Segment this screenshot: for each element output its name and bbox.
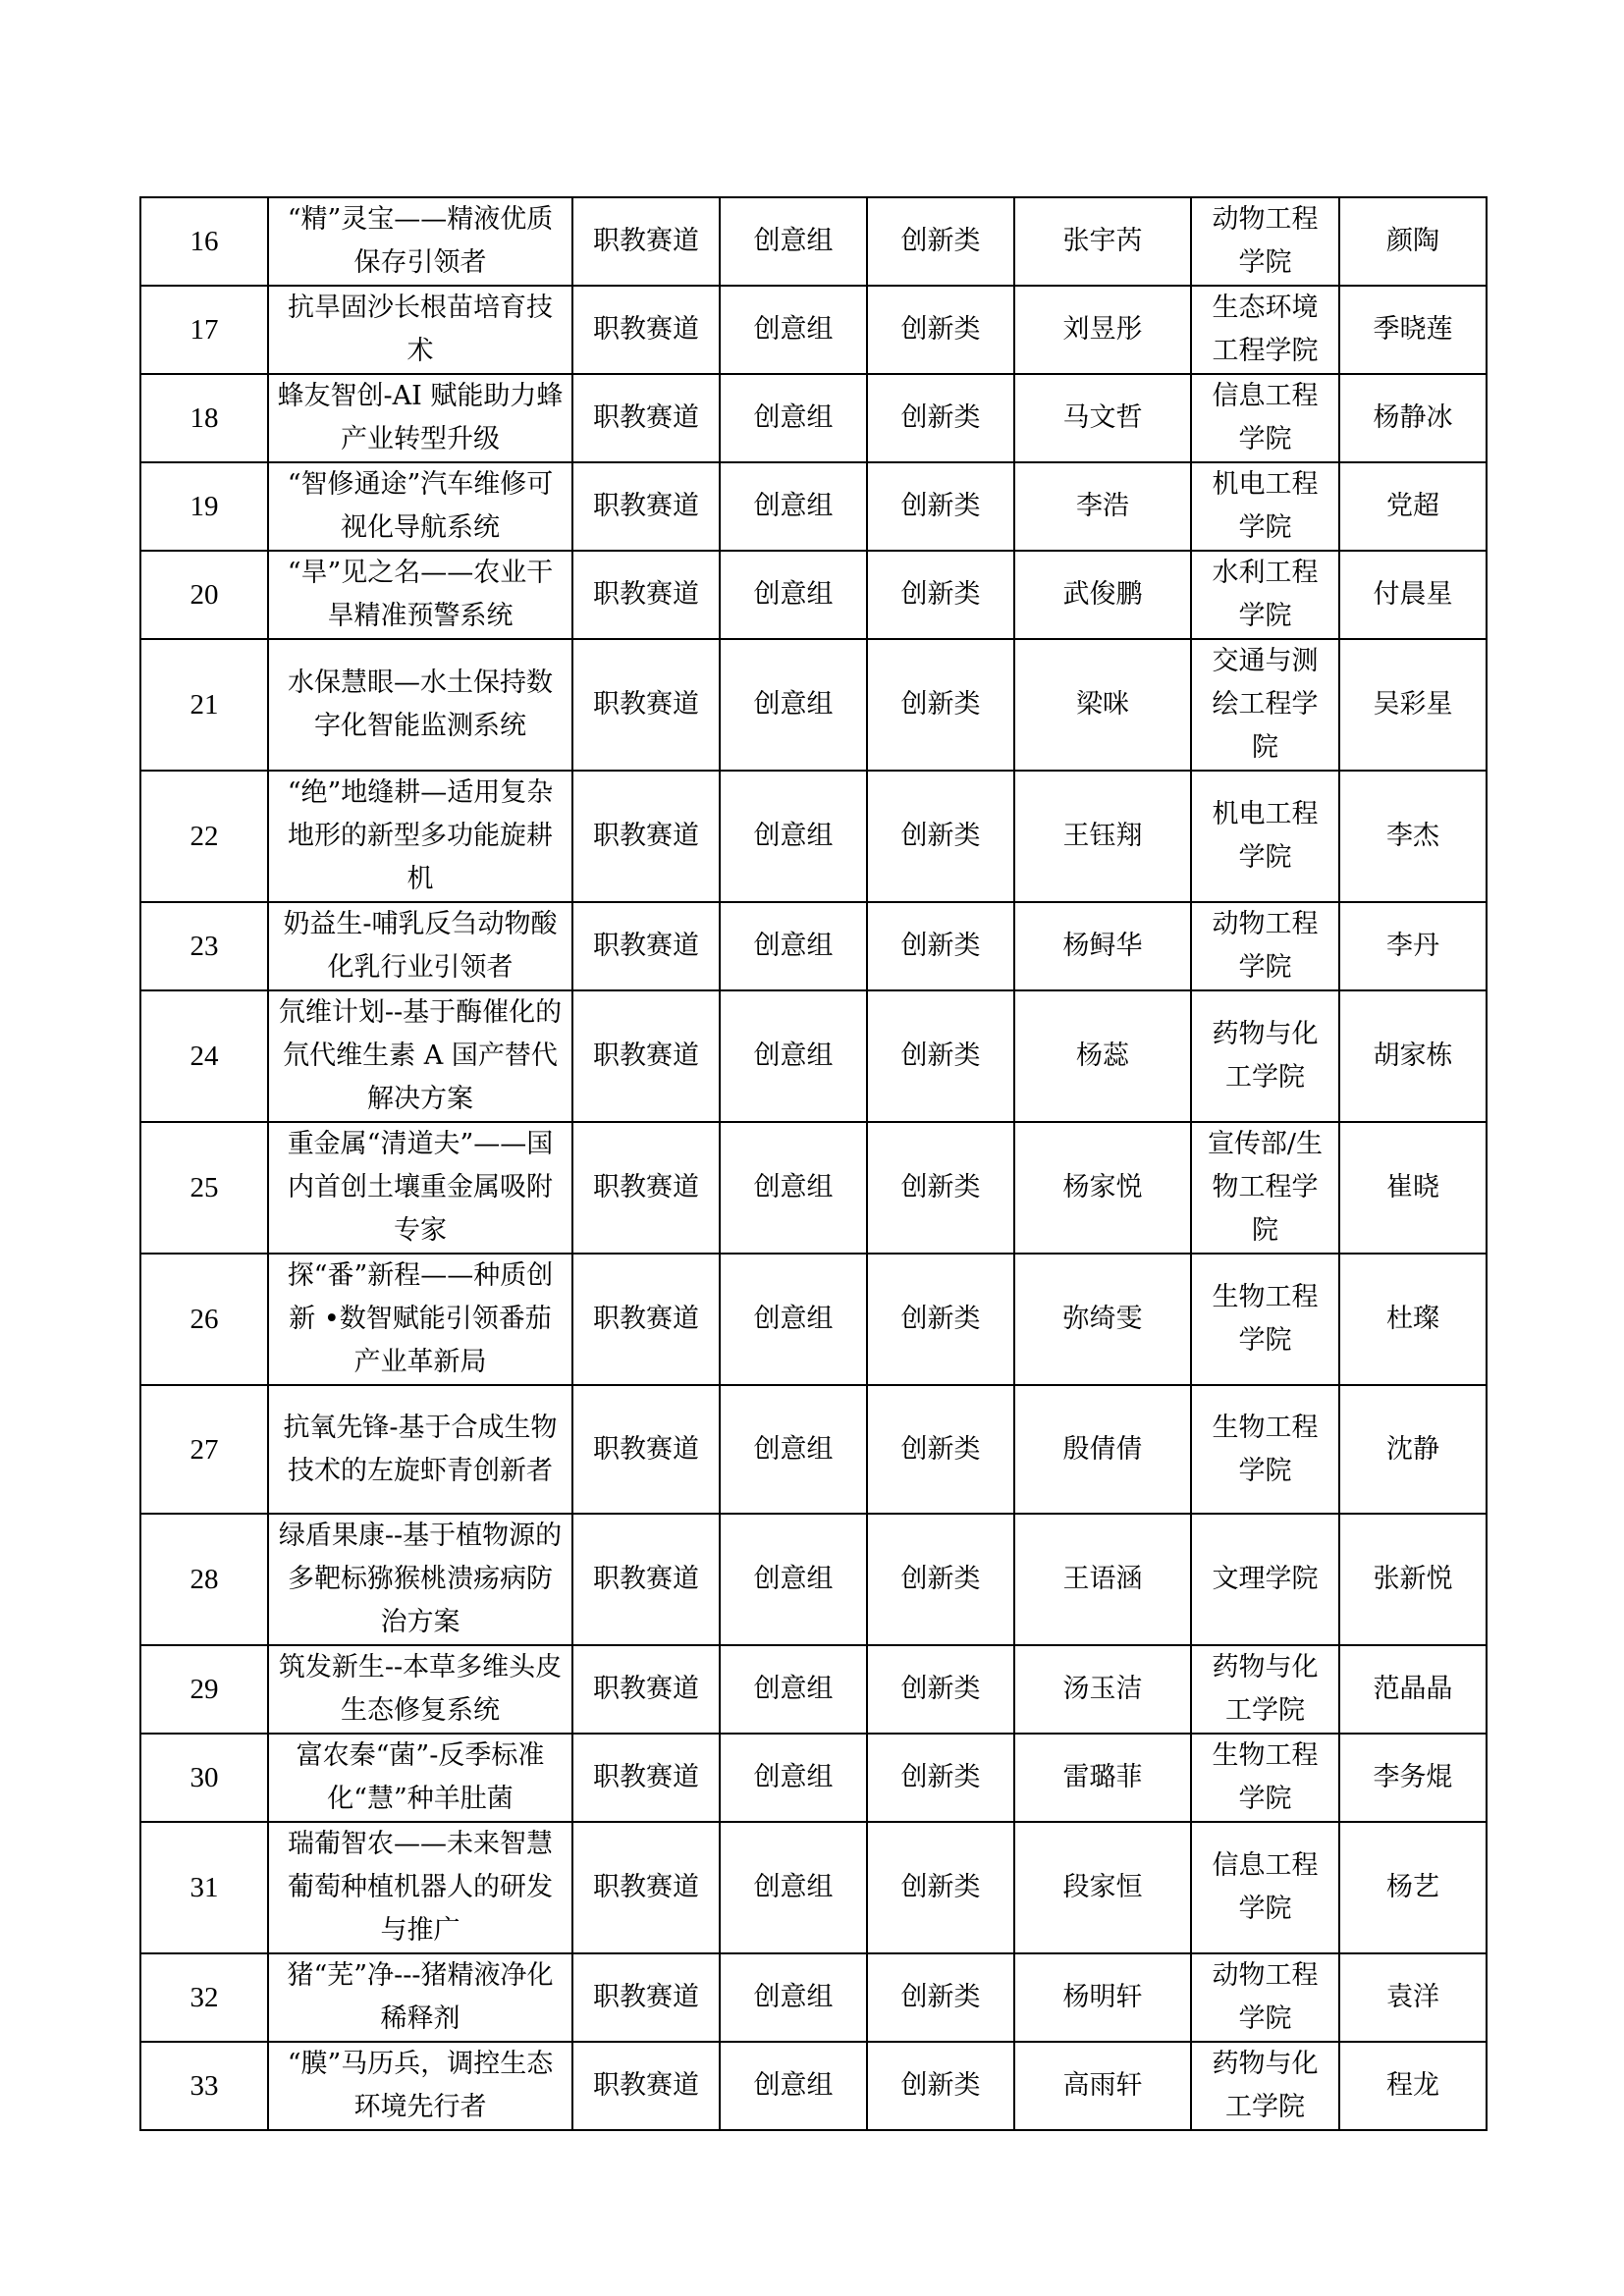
group-cell: 创意组 xyxy=(720,1953,867,2042)
group-cell: 创意组 xyxy=(720,2042,867,2130)
table-row xyxy=(140,1822,1487,1953)
track-cell: 职教赛道 xyxy=(572,1385,720,1514)
category-cell: 创新类 xyxy=(867,2042,1014,2130)
row-number-cell: 19 xyxy=(140,462,268,551)
leader-name-cell: 武俊鹏 xyxy=(1014,551,1191,639)
category-cell: 创新类 xyxy=(867,902,1014,990)
category-cell: 创新类 xyxy=(867,1254,1014,1385)
table-row xyxy=(140,2042,1487,2130)
leader-name-cell: 杨家悦 xyxy=(1014,1122,1191,1254)
category-cell: 创新类 xyxy=(867,771,1014,902)
college-cell: 机电工程学院 xyxy=(1191,462,1339,551)
row-number-cell: 16 xyxy=(140,197,268,286)
college-cell: 动物工程学院 xyxy=(1191,902,1339,990)
project-name-cell: 猪“芜”净---猪精液净化稀释剂 xyxy=(268,1953,572,2042)
advisor-name-cell: 程龙 xyxy=(1339,2042,1487,2130)
college-cell: 动物工程学院 xyxy=(1191,197,1339,286)
table-row xyxy=(140,1514,1487,1645)
advisor-name-cell: 沈静 xyxy=(1339,1385,1487,1514)
advisor-name-cell: 季晓莲 xyxy=(1339,286,1487,374)
table-row xyxy=(140,1734,1487,1822)
project-name-cell: “智修通途”汽车维修可视化导航系统 xyxy=(268,462,572,551)
college-cell: 动物工程学院 xyxy=(1191,1953,1339,2042)
track-cell: 职教赛道 xyxy=(572,1122,720,1254)
track-cell: 职教赛道 xyxy=(572,551,720,639)
project-name-cell: 抗氧先锋-基于合成生物技术的左旋虾青创新者 xyxy=(268,1385,572,1514)
leader-name-cell: 王钰翔 xyxy=(1014,771,1191,902)
row-number-cell: 33 xyxy=(140,2042,268,2130)
row-number-cell: 30 xyxy=(140,1734,268,1822)
track-cell: 职教赛道 xyxy=(572,1254,720,1385)
category-cell: 创新类 xyxy=(867,1953,1014,2042)
group-cell: 创意组 xyxy=(720,551,867,639)
track-cell: 职教赛道 xyxy=(572,1645,720,1734)
project-name-cell: 瑞葡智农——未来智慧葡萄种植机器人的研发与推广 xyxy=(268,1822,572,1953)
advisor-name-cell: 付晨星 xyxy=(1339,551,1487,639)
project-name-cell: 奶益生-哺乳反刍动物酸化乳行业引领者 xyxy=(268,902,572,990)
advisor-name-cell: 范晶晶 xyxy=(1339,1645,1487,1734)
group-cell: 创意组 xyxy=(720,1122,867,1254)
leader-name-cell: 李浩 xyxy=(1014,462,1191,551)
category-cell: 创新类 xyxy=(867,1385,1014,1514)
group-cell: 创意组 xyxy=(720,1822,867,1953)
advisor-name-cell: 胡家栋 xyxy=(1339,990,1487,1122)
college-cell: 生物工程学院 xyxy=(1191,1734,1339,1822)
category-cell: 创新类 xyxy=(867,462,1014,551)
leader-name-cell: 杨明轩 xyxy=(1014,1953,1191,2042)
track-cell: 职教赛道 xyxy=(572,197,720,286)
advisor-name-cell: 崔晓 xyxy=(1339,1122,1487,1254)
table-row xyxy=(140,1254,1487,1385)
advisor-name-cell: 党超 xyxy=(1339,462,1487,551)
table-row xyxy=(140,197,1487,286)
track-cell: 职教赛道 xyxy=(572,1514,720,1645)
row-number-cell: 29 xyxy=(140,1645,268,1734)
project-name-cell: 筑发新生--本草多维头皮生态修复系统 xyxy=(268,1645,572,1734)
category-cell: 创新类 xyxy=(867,374,1014,462)
row-number-cell: 21 xyxy=(140,639,268,771)
college-cell: 信息工程学院 xyxy=(1191,1822,1339,1953)
row-number-cell: 17 xyxy=(140,286,268,374)
track-cell: 职教赛道 xyxy=(572,639,720,771)
category-cell: 创新类 xyxy=(867,551,1014,639)
project-name-cell: 探“番”新程——种质创新 •数智赋能引领番茄产业革新局 xyxy=(268,1254,572,1385)
college-cell: 生物工程学院 xyxy=(1191,1254,1339,1385)
group-cell: 创意组 xyxy=(720,197,867,286)
row-number-cell: 20 xyxy=(140,551,268,639)
track-cell: 职教赛道 xyxy=(572,286,720,374)
category-cell: 创新类 xyxy=(867,1122,1014,1254)
group-cell: 创意组 xyxy=(720,374,867,462)
track-cell: 职教赛道 xyxy=(572,2042,720,2130)
group-cell: 创意组 xyxy=(720,639,867,771)
advisor-name-cell: 李丹 xyxy=(1339,902,1487,990)
college-cell: 水利工程学院 xyxy=(1191,551,1339,639)
group-cell: 创意组 xyxy=(720,990,867,1122)
leader-name-cell: 汤玉洁 xyxy=(1014,1645,1191,1734)
category-cell: 创新类 xyxy=(867,1822,1014,1953)
category-cell: 创新类 xyxy=(867,1734,1014,1822)
group-cell: 创意组 xyxy=(720,771,867,902)
leader-name-cell: 王语涵 xyxy=(1014,1514,1191,1645)
entries-table xyxy=(139,196,1488,2131)
leader-name-cell: 弥绮雯 xyxy=(1014,1254,1191,1385)
table-body xyxy=(140,197,1487,2130)
college-cell: 机电工程学院 xyxy=(1191,771,1339,902)
row-number-cell: 25 xyxy=(140,1122,268,1254)
row-number-cell: 26 xyxy=(140,1254,268,1385)
leader-name-cell: 殷倩倩 xyxy=(1014,1385,1191,1514)
table-row xyxy=(140,286,1487,374)
advisor-name-cell: 杜璨 xyxy=(1339,1254,1487,1385)
group-cell: 创意组 xyxy=(720,286,867,374)
advisor-name-cell: 颜陶 xyxy=(1339,197,1487,286)
row-number-cell: 27 xyxy=(140,1385,268,1514)
advisor-name-cell: 吴彩星 xyxy=(1339,639,1487,771)
track-cell: 职教赛道 xyxy=(572,1822,720,1953)
project-name-cell: 抗旱固沙长根苗培育技术 xyxy=(268,286,572,374)
track-cell: 职教赛道 xyxy=(572,990,720,1122)
advisor-name-cell: 杨静冰 xyxy=(1339,374,1487,462)
row-number-cell: 31 xyxy=(140,1822,268,1953)
row-number-cell: 32 xyxy=(140,1953,268,2042)
project-name-cell: 氘维计划--基于酶催化的氘代维生素 A 国产替代解决方案 xyxy=(268,990,572,1122)
track-cell: 职教赛道 xyxy=(572,1953,720,2042)
college-cell: 信息工程学院 xyxy=(1191,374,1339,462)
track-cell: 职教赛道 xyxy=(572,462,720,551)
project-name-cell: “绝”地缝耕—适用复杂地形的新型多功能旋耕机 xyxy=(268,771,572,902)
table-row xyxy=(140,462,1487,551)
leader-name-cell: 段家恒 xyxy=(1014,1822,1191,1953)
group-cell: 创意组 xyxy=(720,1514,867,1645)
table-row xyxy=(140,1645,1487,1734)
table-row xyxy=(140,1385,1487,1514)
group-cell: 创意组 xyxy=(720,1734,867,1822)
row-number-cell: 23 xyxy=(140,902,268,990)
track-cell: 职教赛道 xyxy=(572,374,720,462)
leader-name-cell: 梁咪 xyxy=(1014,639,1191,771)
group-cell: 创意组 xyxy=(720,1385,867,1514)
leader-name-cell: 张宇芮 xyxy=(1014,197,1191,286)
college-cell: 药物与化工学院 xyxy=(1191,1645,1339,1734)
advisor-name-cell: 李杰 xyxy=(1339,771,1487,902)
project-name-cell: 重金属“清道夫”——国内首创土壤重金属吸附专家 xyxy=(268,1122,572,1254)
college-cell: 生物工程学院 xyxy=(1191,1385,1339,1514)
project-name-cell: “旱”见之名——农业干旱精准预警系统 xyxy=(268,551,572,639)
category-cell: 创新类 xyxy=(867,1645,1014,1734)
advisor-name-cell: 袁洋 xyxy=(1339,1953,1487,2042)
row-number-cell: 22 xyxy=(140,771,268,902)
college-cell: 交通与测绘工程学院 xyxy=(1191,639,1339,771)
row-number-cell: 28 xyxy=(140,1514,268,1645)
project-name-cell: “精”灵宝——精液优质保存引领者 xyxy=(268,197,572,286)
leader-name-cell: 刘昱彤 xyxy=(1014,286,1191,374)
table-row xyxy=(140,902,1487,990)
college-cell: 生态环境工程学院 xyxy=(1191,286,1339,374)
group-cell: 创意组 xyxy=(720,902,867,990)
project-name-cell: 蜂友智创-AI 赋能助力蜂产业转型升级 xyxy=(268,374,572,462)
leader-name-cell: 高雨轩 xyxy=(1014,2042,1191,2130)
college-cell: 宣传部/生物工程学院 xyxy=(1191,1122,1339,1254)
college-cell: 文理学院 xyxy=(1191,1514,1339,1645)
leader-name-cell: 杨蕊 xyxy=(1014,990,1191,1122)
advisor-name-cell: 李务焜 xyxy=(1339,1734,1487,1822)
group-cell: 创意组 xyxy=(720,1254,867,1385)
group-cell: 创意组 xyxy=(720,462,867,551)
college-cell: 药物与化工学院 xyxy=(1191,2042,1339,2130)
advisor-name-cell: 张新悦 xyxy=(1339,1514,1487,1645)
table-row xyxy=(140,771,1487,902)
project-name-cell: “膜”马历兵，调控生态环境先行者 xyxy=(268,2042,572,2130)
category-cell: 创新类 xyxy=(867,990,1014,1122)
table-row xyxy=(140,990,1487,1122)
track-cell: 职教赛道 xyxy=(572,771,720,902)
college-cell: 药物与化工学院 xyxy=(1191,990,1339,1122)
table-row xyxy=(140,374,1487,462)
leader-name-cell: 雷璐菲 xyxy=(1014,1734,1191,1822)
project-name-cell: 水保慧眼—水土保持数字化智能监测系统 xyxy=(268,639,572,771)
category-cell: 创新类 xyxy=(867,286,1014,374)
category-cell: 创新类 xyxy=(867,639,1014,771)
leader-name-cell: 杨鲟华 xyxy=(1014,902,1191,990)
table-row xyxy=(140,1122,1487,1254)
advisor-name-cell: 杨艺 xyxy=(1339,1822,1487,1953)
table-row xyxy=(140,639,1487,771)
project-name-cell: 绿盾果康--基于植物源的多靶标猕猴桃溃疡病防治方案 xyxy=(268,1514,572,1645)
category-cell: 创新类 xyxy=(867,197,1014,286)
row-number-cell: 18 xyxy=(140,374,268,462)
row-number-cell: 24 xyxy=(140,990,268,1122)
project-name-cell: 富农秦“菌”-反季标准化“慧”种羊肚菌 xyxy=(268,1734,572,1822)
table-row xyxy=(140,551,1487,639)
group-cell: 创意组 xyxy=(720,1645,867,1734)
table-row xyxy=(140,1953,1487,2042)
leader-name-cell: 马文哲 xyxy=(1014,374,1191,462)
category-cell: 创新类 xyxy=(867,1514,1014,1645)
track-cell: 职教赛道 xyxy=(572,902,720,990)
track-cell: 职教赛道 xyxy=(572,1734,720,1822)
